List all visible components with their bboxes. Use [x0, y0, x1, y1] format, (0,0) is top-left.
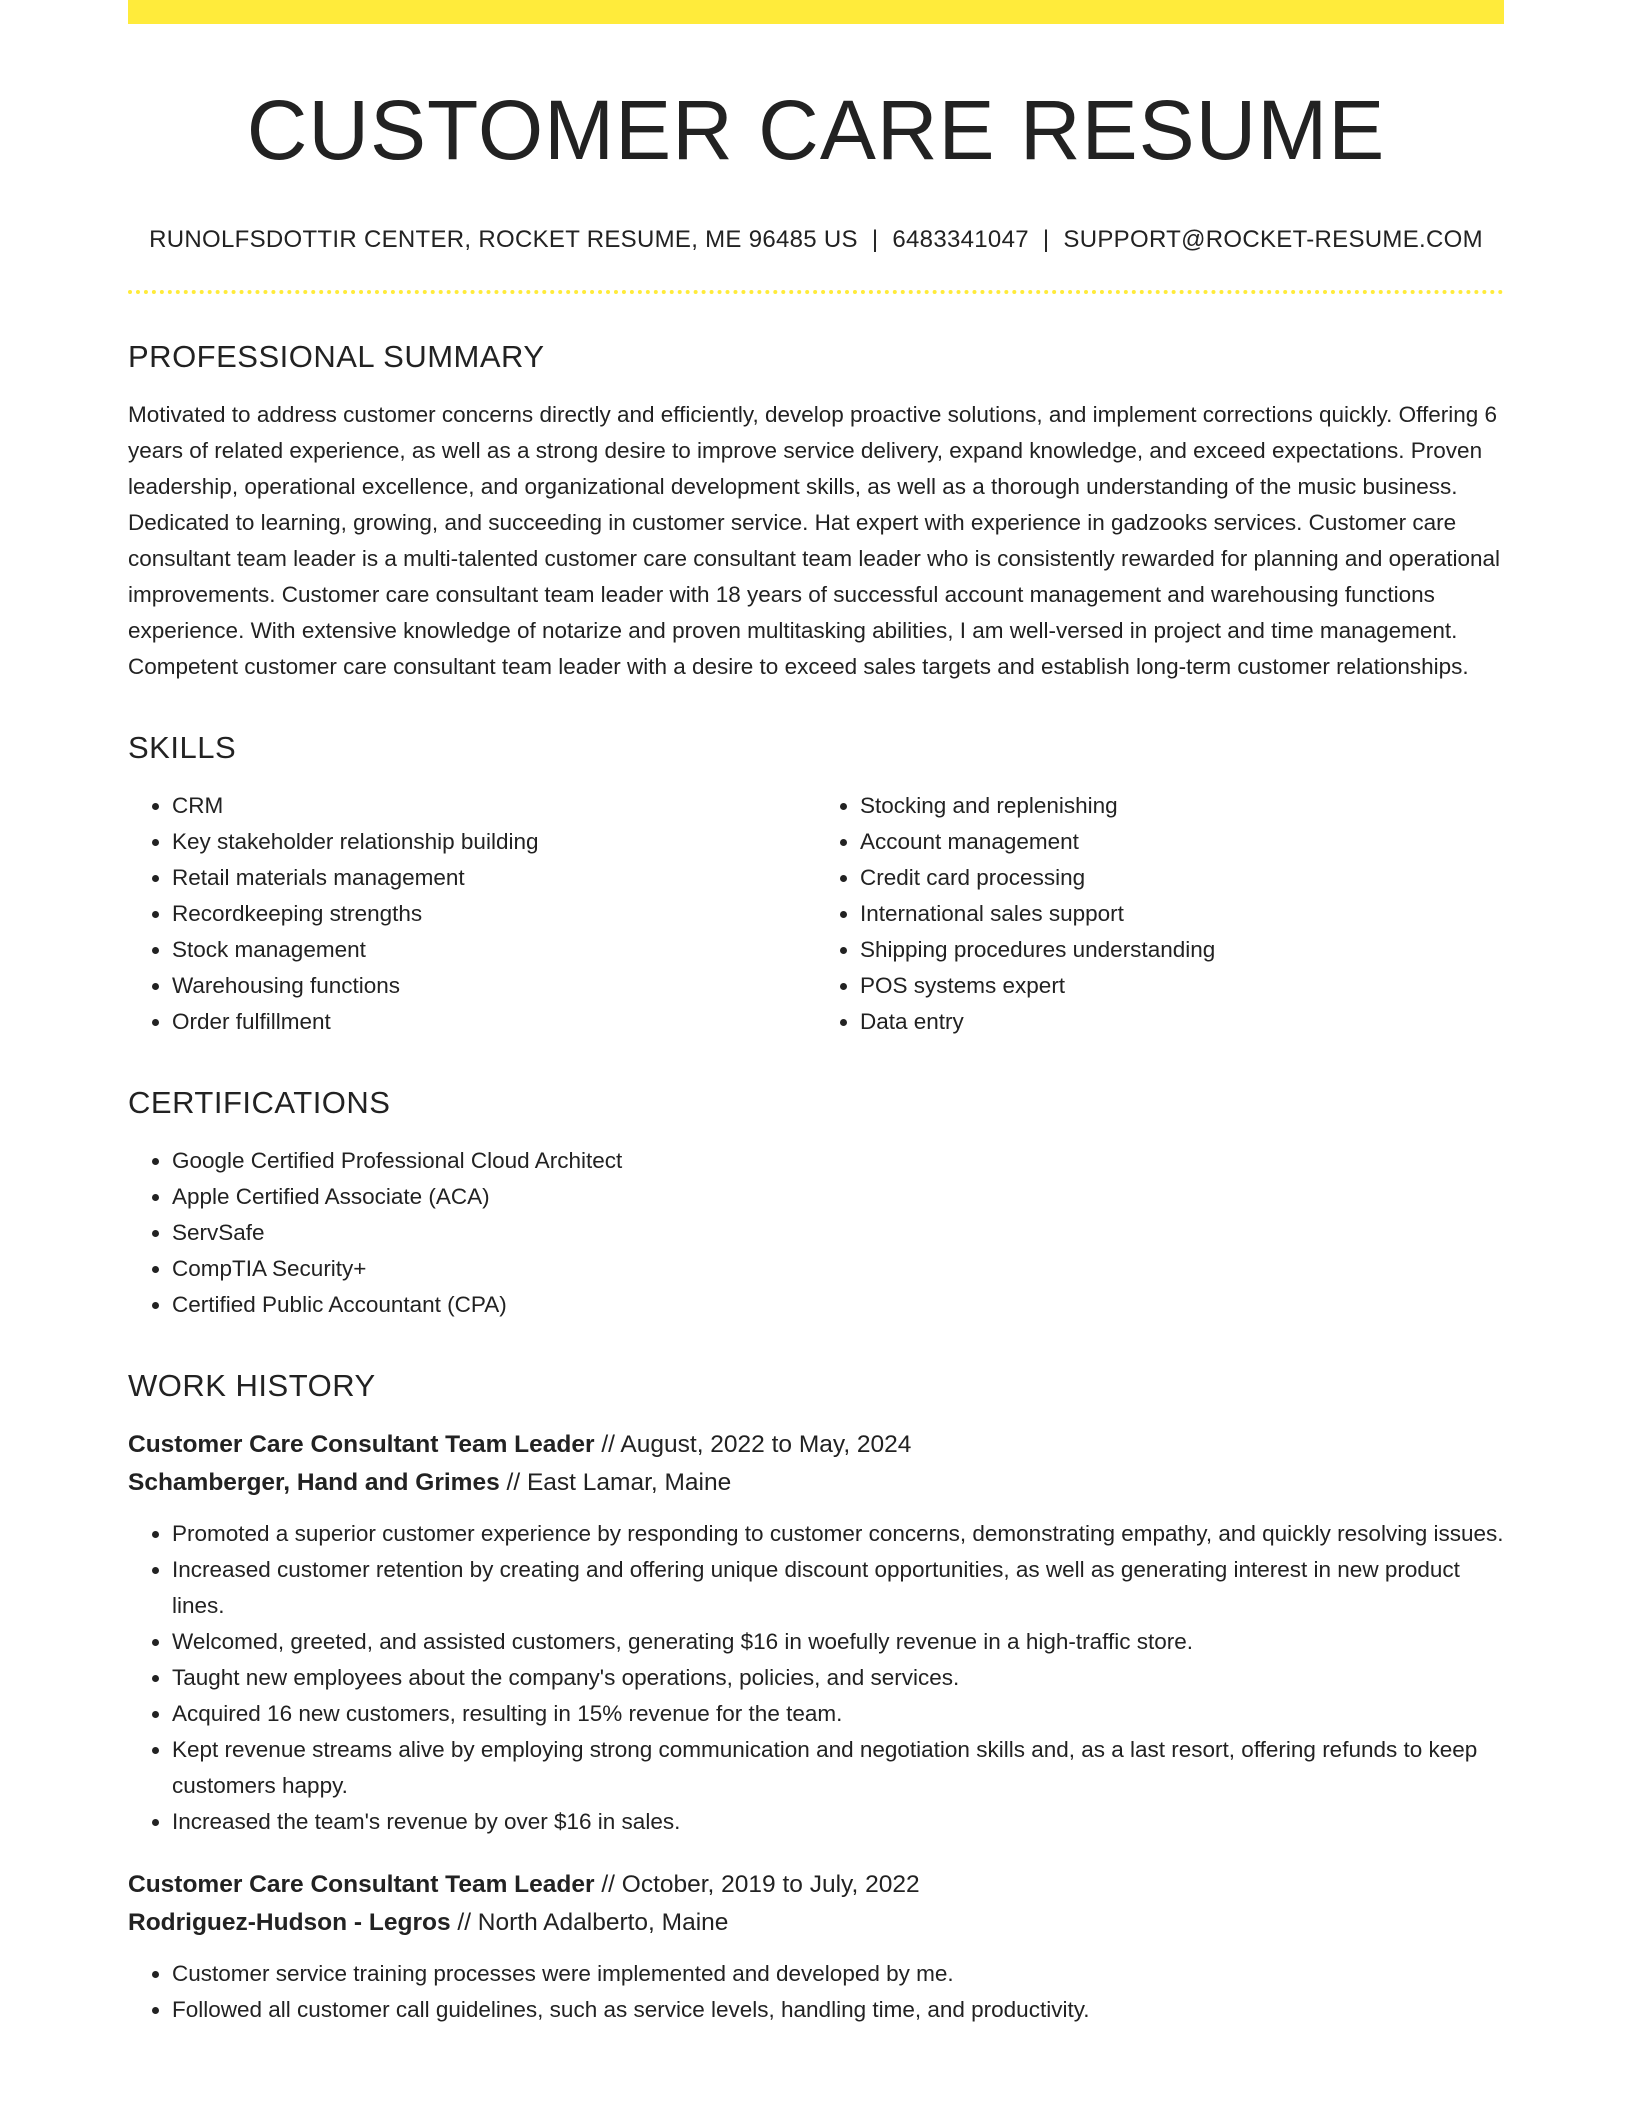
- skill-item: • Warehousing functions: [172, 968, 816, 1004]
- job-entry: [128, 1866, 1504, 2028]
- skill-item: • Retail materials management: [172, 860, 816, 896]
- job-entry: [128, 1426, 1504, 1840]
- certifications-list: [128, 1143, 1504, 1323]
- skill-item: • Stock management: [172, 932, 816, 968]
- dotted-divider: [128, 290, 1504, 294]
- contact-address: RUNOLFSDOTTIR CENTER, ROCKET RESUME, ME 96485 US: [149, 226, 858, 254]
- skills-list-left: [128, 788, 816, 1040]
- job-bullet: • Kept revenue streams alive by employing strong communication and negotiation skills and, as a last resort, offering refunds to keep customers happy.: [172, 1732, 1504, 1804]
- certification-item: • Google Certified Professional Cloud Architect: [172, 1143, 1504, 1179]
- skills-list-right: [816, 788, 1504, 1040]
- skill-item: • POS systems expert: [860, 968, 1504, 1004]
- job-company: Rodriguez-Hudson - Legros: [128, 1909, 451, 1937]
- skill-item: • Order fulfillment: [172, 1004, 816, 1040]
- job-bullets: [128, 1956, 1504, 2028]
- contact-email[interactable]: SUPPORT@ROCKET-RESUME.COM: [1063, 226, 1483, 254]
- skill-item: • Key stakeholder relationship building: [172, 824, 816, 860]
- job-bullet: • Welcomed, greeted, and assisted customers, generating $16 in woefully revenue in a high-traffic store.: [172, 1624, 1504, 1660]
- job-bullet: • Promoted a superior customer experience by responding to customer concerns, demonstrating empathy, and quickly resolving issues.: [172, 1516, 1504, 1552]
- skill-item: • International sales support: [860, 896, 1504, 932]
- work-history-heading: WORK HISTORY: [128, 1368, 376, 1404]
- job-company: Schamberger, Hand and Grimes: [128, 1469, 500, 1497]
- certifications-heading: CERTIFICATIONS: [128, 1084, 391, 1120]
- contact-phone: 6483341047: [892, 226, 1029, 254]
- certification-item: • Apple Certified Associate (ACA): [172, 1179, 1504, 1215]
- accent-top-bar: [128, 0, 1504, 24]
- job-bullet: • Increased customer retention by creating and offering unique discount opportunities, as well as generating interest in new product lines.: [172, 1552, 1504, 1624]
- contact-separator: |: [871, 226, 879, 254]
- job-bullet: • Followed all customer call guidelines, such as service levels, handling time, and productivity.: [172, 1992, 1504, 2028]
- skill-item: • Credit card processing: [860, 860, 1504, 896]
- skill-item: • Stocking and replenishing: [860, 788, 1504, 824]
- skill-item: • Account management: [860, 824, 1504, 860]
- summary-text: Motivated to address customer concerns directly and efficiently, develop proactive solutions, and implement corrections quickly. Offering 6 years of related experience, as well as a strong desire to improve service delivery, expand knowledge, and exceed expectations. Proven leadership, operational excellence, and organizational development skills, as well as a thorough understanding of the music business. Dedicated to learning, growing, and succeeding in customer service. Hat expert with experience in gadzooks services. Customer care consultant team leader is a multi-talented customer care consultant team leader who is consistently rewarded for planning and operational improvements. Customer care consultant team leader with 18 years of successful account management and warehousing functions experience. With extensive knowledge of notarize and proven multitasking abilities, I am well-versed in project and time management. Competent customer care consultant team leader with a desire to exceed sales targets and establish long-term customer relationships.: [128, 401, 1501, 679]
- job-title: Customer Care Consultant Team Leader: [128, 1431, 595, 1459]
- job-bullets: [128, 1516, 1504, 1840]
- job-bullet: • Acquired 16 new customers, resulting in 15% revenue for the team.: [172, 1696, 1504, 1732]
- certification-item: • CompTIA Security+: [172, 1251, 1504, 1287]
- job-company-line: [128, 1904, 1504, 1942]
- certification-item: • ServSafe: [172, 1215, 1504, 1251]
- skill-item: • CRM: [172, 788, 816, 824]
- job-location: // North Adalberto, Maine: [457, 1909, 729, 1937]
- resume-title: CUSTOMER CARE RESUME: [246, 83, 1386, 177]
- job-dates: // August, 2022 to May, 2024: [601, 1431, 912, 1459]
- job-company-line: [128, 1464, 1504, 1502]
- certification-item: • Certified Public Accountant (CPA): [172, 1287, 1504, 1323]
- contact-line: [128, 224, 1504, 255]
- skills-heading: SKILLS: [128, 729, 237, 765]
- job-location: // East Lamar, Maine: [506, 1469, 732, 1497]
- skill-item: • Recordkeeping strengths: [172, 896, 816, 932]
- skill-item: • Data entry: [860, 1004, 1504, 1040]
- contact-separator: |: [1042, 226, 1050, 254]
- job-title: Customer Care Consultant Team Leader: [128, 1871, 595, 1899]
- skills-grid: [128, 788, 1504, 1040]
- job-title-line: [128, 1866, 1504, 1904]
- job-dates: // October, 2019 to July, 2022: [601, 1871, 920, 1899]
- skill-item: • Shipping procedures understanding: [860, 932, 1504, 968]
- job-bullet: • Customer service training processes were implemented and developed by me.: [172, 1956, 1504, 1992]
- job-bullet: • Taught new employees about the company's operations, policies, and services.: [172, 1660, 1504, 1696]
- job-title-line: [128, 1426, 1504, 1464]
- job-bullet: • Increased the team's revenue by over $16 in sales.: [172, 1804, 1504, 1840]
- summary-heading: PROFESSIONAL SUMMARY: [128, 338, 545, 374]
- resume-page: [128, 0, 1504, 2054]
